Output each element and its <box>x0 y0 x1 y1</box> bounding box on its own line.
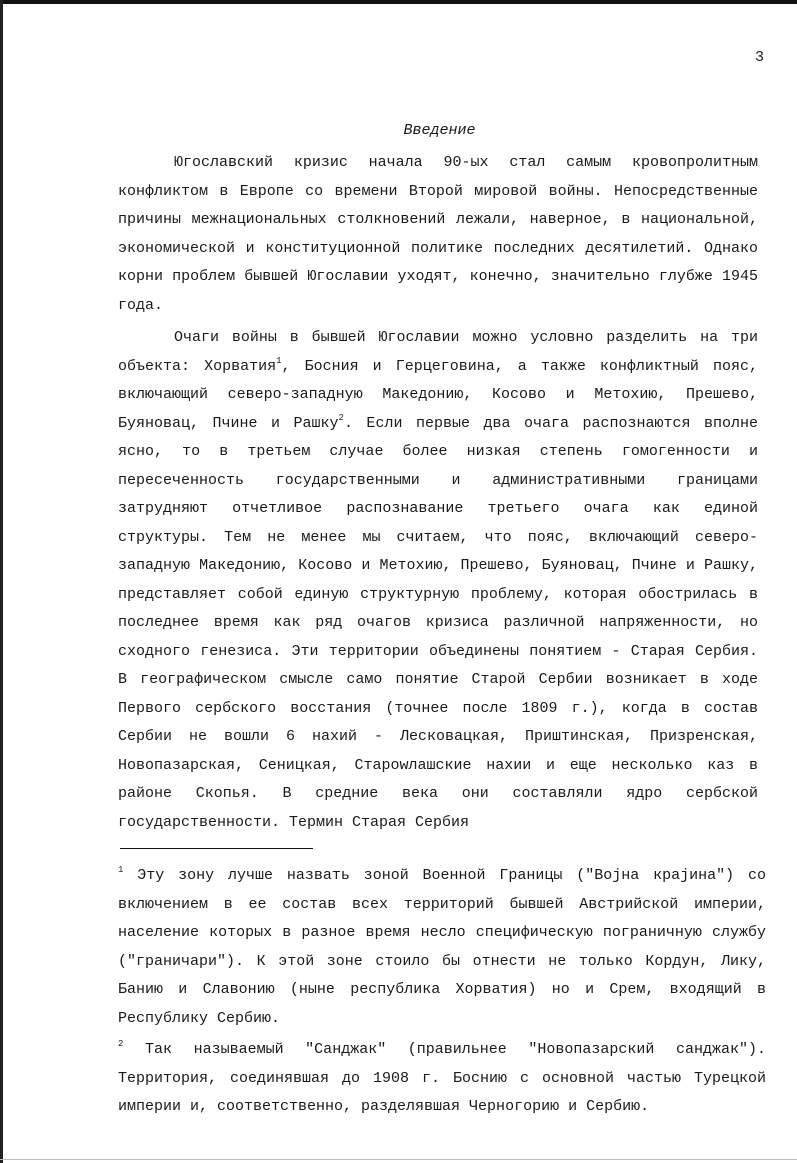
section-heading: Введение <box>403 122 476 139</box>
scan-top-edge <box>0 0 797 4</box>
paragraph-2-text-c: . Если первые два очага распознаются вполне ясно, то в третьем случае более низкая степень гомогенности и пересеченность государственными и административными границами затрудняют отчетливое распознавание третьего очага как единой структуры. Тем не менее мы считаем, что пояс, включающий северо-западную Македонию, Косово и Метохию, Прешево, Буяновац, Пчине и Рашку, представляет собой единую структурную проблему, которая обострилась в последнее время как ряд очагов кризиса различной напряженности, но сходного генезиса. Эти территории объединены понятием - Старая Сербия. В географическом смысле само понятие Старой Сербии возникает в ходе Первого сербского восстания (точнее после 1809 г.), когда в состав Сербии не вошли 6 нахий - Лесковацкая, Приштинская, Призренская, Новопазарская, Сеницкая, Староwлашские нахии и еще несколько каз в районе Скопья. В средние века они составляли ядро сербской государственности. Термин Старая Сербия <box>118 414 758 831</box>
footnote-1-text: Эту зону лучше назвать зоной Военной Границы ("Војна крајина") со включением в ее состав всех территорий бывшей Австрийской империи, население которых в разное время несло специфическую пограничную службу ("граничари"). К этой зоне стоило бы отнести не только Кордун, Лику, Банию и Славонию (ныне республика Хорватия) но и Срем, входящий в Республику Сербию. <box>118 867 766 1027</box>
page-number: 3 <box>754 49 764 66</box>
footnote-divider <box>120 848 313 849</box>
paragraph-2-text-b: , Босния и Герцеговина, а также конфликтный пояс, включающий северо-западную Македонию, Косово и Метохию, Прешево, Буяновац, Пчине и Рашку <box>118 357 758 432</box>
paragraph-1 <box>118 149 758 320</box>
footnote-2-text: Так называемый "Санджак" (правильнее "Новопазарский санджак"). Территория, соединявшая до 1908 г. Боснию с основной частью Турецкой империи и, соответственно, разделявшая Черногорию и Сербию. <box>118 1041 766 1115</box>
footnote-2-mark: 2 <box>118 1039 124 1049</box>
paragraph-1-text: Югославский кризис начала 90-ых стал самым кровопролитным конфликтом в Европе со времени Второй мировой войны. Непосредственные причины межнациональных столкновений лежали, наверное, в национальной, экономической и конституционной политике последних десятилетий. Однако корни проблем бывшей Югославии уходят, конечно, значительно глубже 1945 года. <box>118 154 758 314</box>
body-text <box>118 149 758 841</box>
footnote-ref-2[interactable]: 2 <box>338 412 344 423</box>
footnotes <box>118 862 766 1125</box>
scan-bottom-edge <box>0 1159 797 1160</box>
paragraph-2-text-a: Очаги войны в бывшей Югославии можно условно разделить на три объекта: Хорватия <box>118 329 758 375</box>
footnote-2 <box>118 1036 766 1122</box>
paragraph-2 <box>118 324 758 837</box>
scan-left-edge <box>0 0 3 1163</box>
footnote-1-mark: 1 <box>118 865 124 875</box>
footnote-1 <box>118 862 766 1033</box>
footnote-ref-1[interactable]: 1 <box>276 355 282 366</box>
